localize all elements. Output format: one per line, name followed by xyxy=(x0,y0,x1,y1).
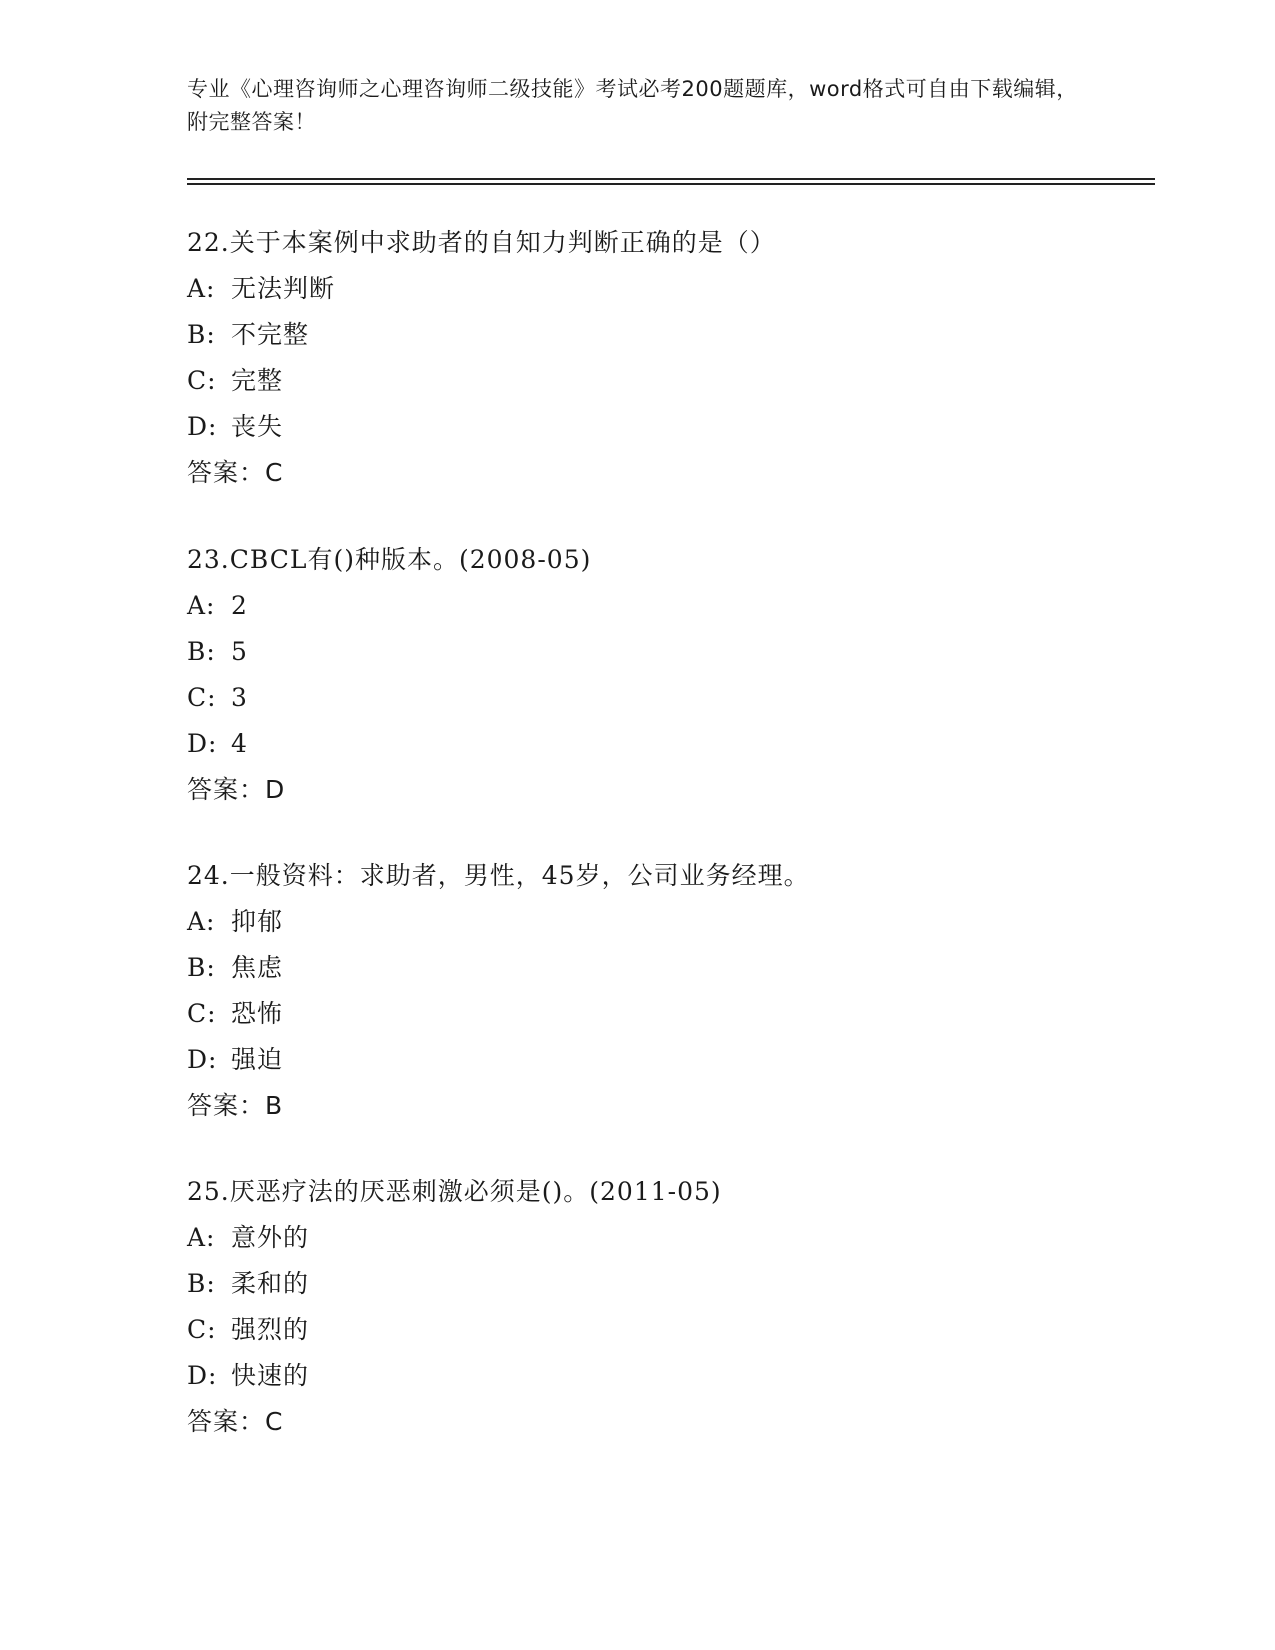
question-25 xyxy=(187,1169,1147,1445)
option-text: 快速的 xyxy=(231,1361,310,1390)
option-a xyxy=(187,1215,1147,1261)
answer: 答案：C xyxy=(187,458,284,487)
option-text: 丧失 xyxy=(231,412,284,441)
option-text: 5 xyxy=(231,637,248,666)
option-d xyxy=(187,404,1147,450)
option-text: 强烈的 xyxy=(231,1315,310,1344)
question-title: 25.厌恶疗法的厌恶刺激必须是()。(2011-05) xyxy=(187,1177,722,1206)
answer: 答案：B xyxy=(187,1091,284,1120)
option-letter: A: xyxy=(187,1223,216,1252)
option-text: 焦虑 xyxy=(231,953,284,982)
option-letter: D: xyxy=(187,412,218,441)
option-text: 完整 xyxy=(231,366,284,395)
option-letter: C: xyxy=(187,366,217,395)
option-c xyxy=(187,1307,1147,1353)
option-c xyxy=(187,675,1147,721)
option-letter: D: xyxy=(187,1361,218,1390)
option-b xyxy=(187,629,1147,675)
question-title: 24.一般资料：求助者，男性，45岁，公司业务经理。 xyxy=(187,861,810,890)
option-c xyxy=(187,991,1147,1037)
question-title: 23.CBCL有()种版本。(2008-05) xyxy=(187,545,592,574)
option-letter: A: xyxy=(187,591,216,620)
option-letter: D: xyxy=(187,729,218,758)
option-d xyxy=(187,721,1147,767)
option-d xyxy=(187,1037,1147,1083)
option-text: 3 xyxy=(231,683,248,712)
option-text: 意外的 xyxy=(231,1223,310,1252)
answer: 答案：D xyxy=(187,775,286,804)
option-text: 柔和的 xyxy=(231,1269,310,1298)
option-b xyxy=(187,312,1147,358)
option-text: 2 xyxy=(231,591,248,620)
option-letter: C: xyxy=(187,999,217,1028)
option-letter: C: xyxy=(187,1315,217,1344)
question-24 xyxy=(187,853,1147,1129)
option-a xyxy=(187,266,1147,312)
option-letter: B: xyxy=(187,637,216,666)
option-a xyxy=(187,583,1147,629)
option-b xyxy=(187,1261,1147,1307)
header-divider-top xyxy=(187,178,1155,180)
question-23 xyxy=(187,537,1147,813)
option-text: 强迫 xyxy=(231,1045,284,1074)
option-letter: B: xyxy=(187,953,216,982)
option-text: 不完整 xyxy=(231,320,310,349)
option-b xyxy=(187,945,1147,991)
document-intro: 专业《心理咨询师之心理咨询师二级技能》考试必考200题题库，word格式可自由下载编辑，附完整答案！ xyxy=(187,77,1078,134)
option-letter: B: xyxy=(187,320,216,349)
option-a xyxy=(187,899,1147,945)
option-d xyxy=(187,1353,1147,1399)
header-divider-bottom xyxy=(187,183,1155,185)
option-text: 无法判断 xyxy=(231,274,336,303)
option-text: 抑郁 xyxy=(231,907,284,936)
option-c xyxy=(187,358,1147,404)
question-22 xyxy=(187,220,1147,496)
option-text: 4 xyxy=(231,729,248,758)
option-letter: C: xyxy=(187,683,217,712)
question-title: 22.关于本案例中求助者的自知力判断正确的是（） xyxy=(187,228,776,257)
option-letter: B: xyxy=(187,1269,216,1298)
option-letter: A: xyxy=(187,274,216,303)
answer: 答案：C xyxy=(187,1407,284,1436)
option-letter: A: xyxy=(187,907,216,936)
option-text: 恐怖 xyxy=(231,999,284,1028)
option-letter: D: xyxy=(187,1045,218,1074)
